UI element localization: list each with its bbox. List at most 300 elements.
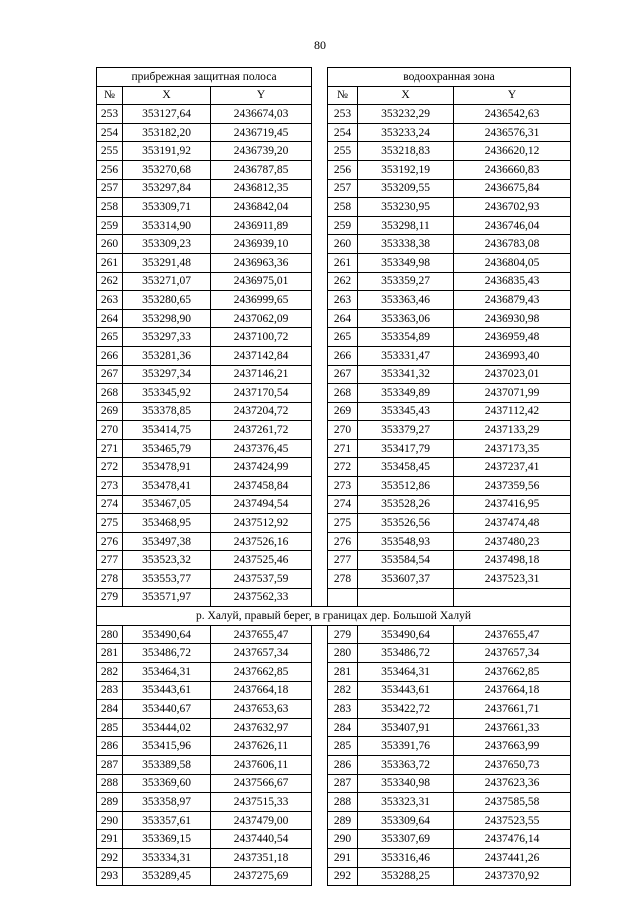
table-row [97,235,571,254]
left-point-number: 276 [97,532,123,551]
left-y-value: 2437351,18 [211,848,312,867]
left-point-number: 284 [97,700,123,719]
right-x-value: 353363,72 [358,755,454,774]
left-y-value: 2437100,72 [211,328,312,347]
left-point-number: 269 [97,402,123,421]
column-gap [312,68,328,87]
table-row [97,105,571,124]
left-x-value: 353467,05 [123,495,211,514]
left-y-value: 2436812,35 [211,179,312,198]
left-x-value: 353357,61 [123,811,211,830]
left-y-value: 2437376,45 [211,439,312,458]
column-gap [312,644,328,663]
left-point-number: 261 [97,253,123,272]
left-y-value: 2437606,11 [211,755,312,774]
left-point-number: 282 [97,663,123,682]
right-x-value: 353209,55 [358,179,454,198]
column-gap [312,253,328,272]
right-y-value: 2436702,93 [454,198,571,217]
left-y-value: 2437170,54 [211,384,312,403]
right-y-value: 2437664,18 [454,681,571,700]
table-row [97,774,571,793]
right-point-number: 286 [328,755,358,774]
left-x-value: 353289,45 [123,867,211,886]
right-col-y-header: Y [454,86,571,105]
left-x-value: 353309,71 [123,198,211,217]
column-gap [312,402,328,421]
right-x-value: 353512,86 [358,477,454,496]
left-x-value: 353478,91 [123,458,211,477]
right-point-number: 279 [328,625,358,644]
column-gap [312,718,328,737]
right-y-value: 2437173,35 [454,439,571,458]
left-col-number-header: № [97,86,123,105]
left-x-value: 353297,84 [123,179,211,198]
right-y-value: 2436675,84 [454,179,571,198]
right-x-value: 353363,06 [358,309,454,328]
right-point-number: 278 [328,570,358,589]
right-x-value: 353607,37 [358,570,454,589]
right-y-value: 2437657,34 [454,644,571,663]
table-row [97,551,571,570]
left-x-value: 353468,95 [123,514,211,533]
left-x-value: 353414,75 [123,421,211,440]
table-row [97,458,571,477]
right-point-number: 272 [328,458,358,477]
column-gap [312,737,328,756]
column-gap [312,830,328,849]
left-point-number: 262 [97,272,123,291]
left-x-value: 353490,64 [123,625,211,644]
column-gap [312,532,328,551]
column-gap [312,86,328,105]
right-x-value: 353486,72 [358,644,454,663]
left-y-value: 2437526,16 [211,532,312,551]
right-point-number: 260 [328,235,358,254]
column-gap [312,681,328,700]
right-point-number: 290 [328,830,358,849]
left-y-value: 2436674,03 [211,105,312,124]
left-x-value: 353309,23 [123,235,211,254]
column-gap [312,198,328,217]
right-x-value: 353307,69 [358,830,454,849]
column-gap [312,514,328,533]
left-x-value: 353182,20 [123,123,211,142]
right-point-number: 281 [328,663,358,682]
left-point-number: 291 [97,830,123,849]
left-y-value: 2436999,65 [211,291,312,310]
right-y-value: 2437623,36 [454,774,571,793]
left-point-number: 253 [97,105,123,124]
right-y-value: 2437661,71 [454,700,571,719]
left-x-value: 353281,36 [123,346,211,365]
right-point-number: 264 [328,309,358,328]
column-header-row [97,86,571,105]
table-row [97,830,571,849]
right-y-value: 2436959,48 [454,328,571,347]
left-x-value: 353497,38 [123,532,211,551]
column-gap [312,477,328,496]
left-y-value: 2437424,99 [211,458,312,477]
group-left-title: прибрежная защитная полоса [97,68,312,87]
right-x-value: 353298,11 [358,216,454,235]
left-y-value: 2437562,33 [211,588,312,607]
column-gap [312,328,328,347]
right-x-value: 353323,31 [358,793,454,812]
right-point-number: 263 [328,291,358,310]
right-x-value: 353407,91 [358,718,454,737]
right-y-value: 2437474,48 [454,514,571,533]
table-row [97,644,571,663]
right-y-value: 2437650,73 [454,755,571,774]
column-gap [312,365,328,384]
coordinates-table [96,67,571,886]
right-x-value: 353379,27 [358,421,454,440]
right-point-number: 275 [328,514,358,533]
left-y-value: 2436963,36 [211,253,312,272]
table-row [97,718,571,737]
right-x-value: 353528,26 [358,495,454,514]
right-x-value: 353230,95 [358,198,454,217]
table-row [97,793,571,812]
left-x-value: 353369,15 [123,830,211,849]
right-point-number: 262 [328,272,358,291]
right-point-number: 280 [328,644,358,663]
column-gap [312,793,328,812]
table-row [97,737,571,756]
left-point-number: 258 [97,198,123,217]
right-x-value: 353341,32 [358,365,454,384]
left-x-value: 353443,61 [123,681,211,700]
page-number: 80 [314,38,326,52]
right-x-value: 353417,79 [358,439,454,458]
right-point-number: 289 [328,811,358,830]
right-point-number: 292 [328,867,358,886]
left-col-y-header: Y [211,86,312,105]
table-row [97,439,571,458]
right-point-number: 254 [328,123,358,142]
column-gap [312,848,328,867]
section-title: р. Халуй, правый берег, в границах дер. Большой Халуй [97,607,571,626]
table-row [97,346,571,365]
left-point-number: 293 [97,867,123,886]
right-y-value: 2437662,85 [454,663,571,682]
right-y-value: 2437359,56 [454,477,571,496]
table-row [97,160,571,179]
left-y-value: 2437655,47 [211,625,312,644]
right-point-number: 273 [328,477,358,496]
right-y-value: 2436804,05 [454,253,571,272]
left-point-number: 274 [97,495,123,514]
right-x-value: 353354,89 [358,328,454,347]
right-point-number: 282 [328,681,358,700]
right-x-value: 353490,64 [358,625,454,644]
table-row [97,625,571,644]
left-point-number: 289 [97,793,123,812]
left-y-value: 2437664,18 [211,681,312,700]
left-x-value: 353523,32 [123,551,211,570]
right-x-value: 353316,46 [358,848,454,867]
left-y-value: 2437657,34 [211,644,312,663]
right-point-number: 291 [328,848,358,867]
left-point-number: 271 [97,439,123,458]
column-gap [312,179,328,198]
left-x-value: 353297,34 [123,365,211,384]
right-point-number: 268 [328,384,358,403]
left-x-value: 353314,90 [123,216,211,235]
right-y-value: 2436620,12 [454,142,571,161]
table-row [97,532,571,551]
right-point-number: 285 [328,737,358,756]
left-point-number: 288 [97,774,123,793]
right-x-value: 353349,98 [358,253,454,272]
right-point-number: 267 [328,365,358,384]
left-x-value: 353280,65 [123,291,211,310]
right-x-value: 353233,24 [358,123,454,142]
table-row [97,402,571,421]
left-y-value: 2436719,45 [211,123,312,142]
left-y-value: 2437662,85 [211,663,312,682]
right-x-value: 353548,93 [358,532,454,551]
left-y-value: 2436939,10 [211,235,312,254]
left-x-value: 353444,02 [123,718,211,737]
right-x-value: 353331,47 [358,346,454,365]
left-point-number: 280 [97,625,123,644]
left-y-value: 2437537,59 [211,570,312,589]
left-x-value: 353291,48 [123,253,211,272]
right-y-value [454,588,571,607]
column-gap [312,142,328,161]
right-y-value: 2436783,08 [454,235,571,254]
column-gap [312,588,328,607]
left-x-value: 353440,67 [123,700,211,719]
table-row [97,328,571,347]
left-x-value: 353369,60 [123,774,211,793]
right-x-value: 353349,89 [358,384,454,403]
left-x-value: 353553,77 [123,570,211,589]
right-point-number: 258 [328,198,358,217]
right-x-value: 353288,25 [358,867,454,886]
right-y-value: 2437441,26 [454,848,571,867]
table-row [97,477,571,496]
right-y-value: 2436576,31 [454,123,571,142]
column-gap [312,291,328,310]
right-y-value: 2437585,58 [454,793,571,812]
right-y-value: 2437370,92 [454,867,571,886]
left-y-value: 2437275,69 [211,867,312,886]
left-point-number: 270 [97,421,123,440]
left-y-value: 2437494,54 [211,495,312,514]
left-point-number: 281 [97,644,123,663]
right-point-number: 266 [328,346,358,365]
section-title-row [97,607,571,626]
left-point-number: 275 [97,514,123,533]
left-x-value: 353270,68 [123,160,211,179]
right-x-value: 353584,54 [358,551,454,570]
right-y-value: 2437023,01 [454,365,571,384]
right-x-value: 353458,45 [358,458,454,477]
right-y-value: 2437663,99 [454,737,571,756]
left-point-number: 283 [97,681,123,700]
table-row [97,272,571,291]
right-y-value: 2437416,95 [454,495,571,514]
group-header-row [97,68,571,87]
table-row [97,570,571,589]
left-y-value: 2437525,46 [211,551,312,570]
left-y-value: 2436842,04 [211,198,312,217]
column-gap [312,346,328,365]
right-x-value: 353232,29 [358,105,454,124]
column-gap [312,570,328,589]
left-point-number: 292 [97,848,123,867]
right-x-value: 353345,43 [358,402,454,421]
left-point-number: 278 [97,570,123,589]
left-x-value: 353334,31 [123,848,211,867]
right-point-number: 265 [328,328,358,347]
left-point-number: 277 [97,551,123,570]
right-y-value: 2437661,33 [454,718,571,737]
left-point-number: 279 [97,588,123,607]
right-y-value: 2437133,29 [454,421,571,440]
left-x-value: 353345,92 [123,384,211,403]
right-y-value: 2437476,14 [454,830,571,849]
table-row [97,514,571,533]
left-x-value: 353378,85 [123,402,211,421]
right-y-value: 2437112,42 [454,402,571,421]
column-gap [312,421,328,440]
left-x-value: 353478,41 [123,477,211,496]
table-row [97,309,571,328]
left-point-number: 260 [97,235,123,254]
right-point-number: 274 [328,495,358,514]
table-row [97,216,571,235]
right-x-value: 353391,76 [358,737,454,756]
column-gap [312,235,328,254]
right-point-number: 256 [328,160,358,179]
right-y-value: 2436542,63 [454,105,571,124]
left-y-value: 2437458,84 [211,477,312,496]
left-y-value: 2437261,72 [211,421,312,440]
left-y-value: 2437653,63 [211,700,312,719]
left-point-number: 267 [97,365,123,384]
right-y-value: 2437071,99 [454,384,571,403]
column-gap [312,495,328,514]
left-y-value: 2437479,00 [211,811,312,830]
column-gap [312,458,328,477]
left-point-number: 273 [97,477,123,496]
left-y-value: 2437632,97 [211,718,312,737]
table-row [97,681,571,700]
right-point-number: 284 [328,718,358,737]
table-row [97,123,571,142]
right-col-number-header: № [328,86,358,105]
left-point-number: 265 [97,328,123,347]
left-x-value: 353571,97 [123,588,211,607]
right-point-number: 270 [328,421,358,440]
left-x-value: 353465,79 [123,439,211,458]
left-y-value: 2437062,09 [211,309,312,328]
column-gap [312,272,328,291]
column-gap [312,123,328,142]
table-row [97,179,571,198]
right-y-value: 2436746,04 [454,216,571,235]
left-point-number: 257 [97,179,123,198]
left-y-value: 2437142,84 [211,346,312,365]
left-x-value: 353191,92 [123,142,211,161]
column-gap [312,625,328,644]
right-x-value: 353218,83 [358,142,454,161]
left-y-value: 2437626,11 [211,737,312,756]
right-point-number: 253 [328,105,358,124]
right-x-value: 353359,27 [358,272,454,291]
right-y-value: 2436660,83 [454,160,571,179]
right-y-value: 2436835,43 [454,272,571,291]
left-point-number: 287 [97,755,123,774]
right-x-value: 353464,31 [358,663,454,682]
right-point-number: 276 [328,532,358,551]
right-x-value: 353443,61 [358,681,454,700]
right-point-number: 288 [328,793,358,812]
table-row [97,811,571,830]
right-point-number: 287 [328,774,358,793]
left-x-value: 353297,33 [123,328,211,347]
left-x-value: 353298,90 [123,309,211,328]
left-point-number: 272 [97,458,123,477]
left-point-number: 266 [97,346,123,365]
right-point-number: 261 [328,253,358,272]
right-y-value: 2437498,18 [454,551,571,570]
left-x-value: 353271,07 [123,272,211,291]
right-point-number: 257 [328,179,358,198]
right-x-value [358,588,454,607]
left-point-number: 256 [97,160,123,179]
left-point-number: 285 [97,718,123,737]
right-col-x-header: X [358,86,454,105]
right-y-value: 2437655,47 [454,625,571,644]
table-row [97,384,571,403]
right-x-value: 353338,38 [358,235,454,254]
table-row [97,198,571,217]
right-point-number [328,588,358,607]
column-gap [312,105,328,124]
column-gap [312,439,328,458]
column-gap [312,700,328,719]
right-point-number: 269 [328,402,358,421]
left-y-value: 2436975,01 [211,272,312,291]
table-row [97,663,571,682]
table-row [97,755,571,774]
column-gap [312,551,328,570]
left-point-number: 255 [97,142,123,161]
right-y-value: 2436879,43 [454,291,571,310]
left-y-value: 2437440,54 [211,830,312,849]
right-x-value: 353340,98 [358,774,454,793]
left-x-value: 353389,58 [123,755,211,774]
column-gap [312,663,328,682]
column-gap [312,160,328,179]
right-y-value: 2436930,98 [454,309,571,328]
table-row [97,365,571,384]
right-point-number: 255 [328,142,358,161]
left-col-x-header: X [123,86,211,105]
left-point-number: 264 [97,309,123,328]
left-point-number: 286 [97,737,123,756]
left-x-value: 353127,64 [123,105,211,124]
right-y-value: 2437523,55 [454,811,571,830]
column-gap [312,755,328,774]
group-right-title: водоохранная зона [328,68,571,87]
table-row [97,848,571,867]
